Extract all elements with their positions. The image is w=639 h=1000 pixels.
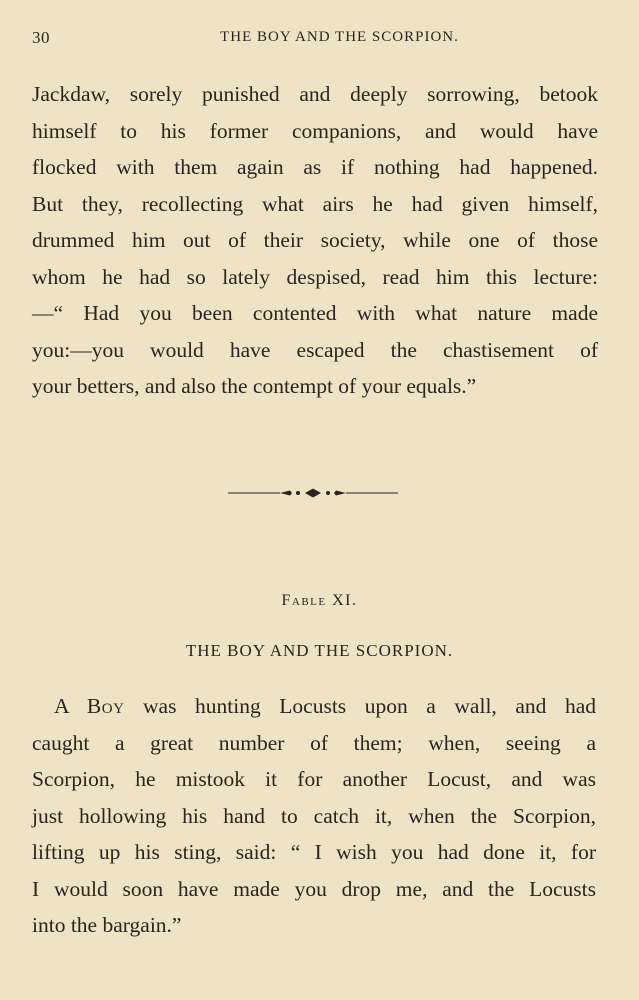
text-line: Jackdaw, sorely punished and deeply sorrowing, betook [32, 82, 598, 106]
text-line: Scorpion, he mistook it for another Locust, and was [32, 767, 596, 791]
text-line: caught a great number of them; when, seeing a [32, 730, 596, 755]
opening-word: A [54, 694, 69, 718]
text-line: drummed him out of their society, while one of those [32, 228, 598, 252]
text-line: —“ Had you been contented with what nature made [32, 301, 598, 325]
running-title: THE BOY AND THE SCORPION. [220, 29, 459, 45]
fable-title: THE BOY AND THE SCORPION. [185, 641, 454, 660]
text-line: But they, recollecting what airs he had given himself, [32, 191, 598, 216]
opening-line-rest: was hunting Locusts upon a wall, and had [143, 694, 597, 718]
paragraph-boy-and-scorpion [32, 688, 596, 944]
opening-smallcaps-word: Boy [86, 694, 125, 718]
text-line [32, 688, 596, 725]
page-number: 30 [32, 28, 50, 47]
fable-number: Fable XI. [281, 592, 358, 609]
text-line: just hollowing his hand to catch it, when the Scorpion, [32, 803, 596, 828]
text-line: himself to his former companions, and would have [32, 118, 598, 143]
text-line: I would soon have made you drop me, and the Locusts [32, 876, 596, 901]
text-line: flocked with them again as if nothing had happened. [32, 155, 598, 179]
running-head [32, 28, 607, 52]
paragraph-jackdaw-conclusion [32, 76, 598, 405]
section-divider-ornament [228, 486, 398, 500]
text-line: into the bargain.” [32, 913, 182, 937]
text-line: your betters, and also the contempt of your equals.” [32, 374, 477, 398]
text-line: you:—you would have escaped the chastisement of [32, 337, 598, 362]
text-line: whom he had so lately despised, read him this lecture: [32, 264, 598, 289]
text-line: lifting up his sting, said: “ I wish you had done it, for [32, 840, 596, 864]
